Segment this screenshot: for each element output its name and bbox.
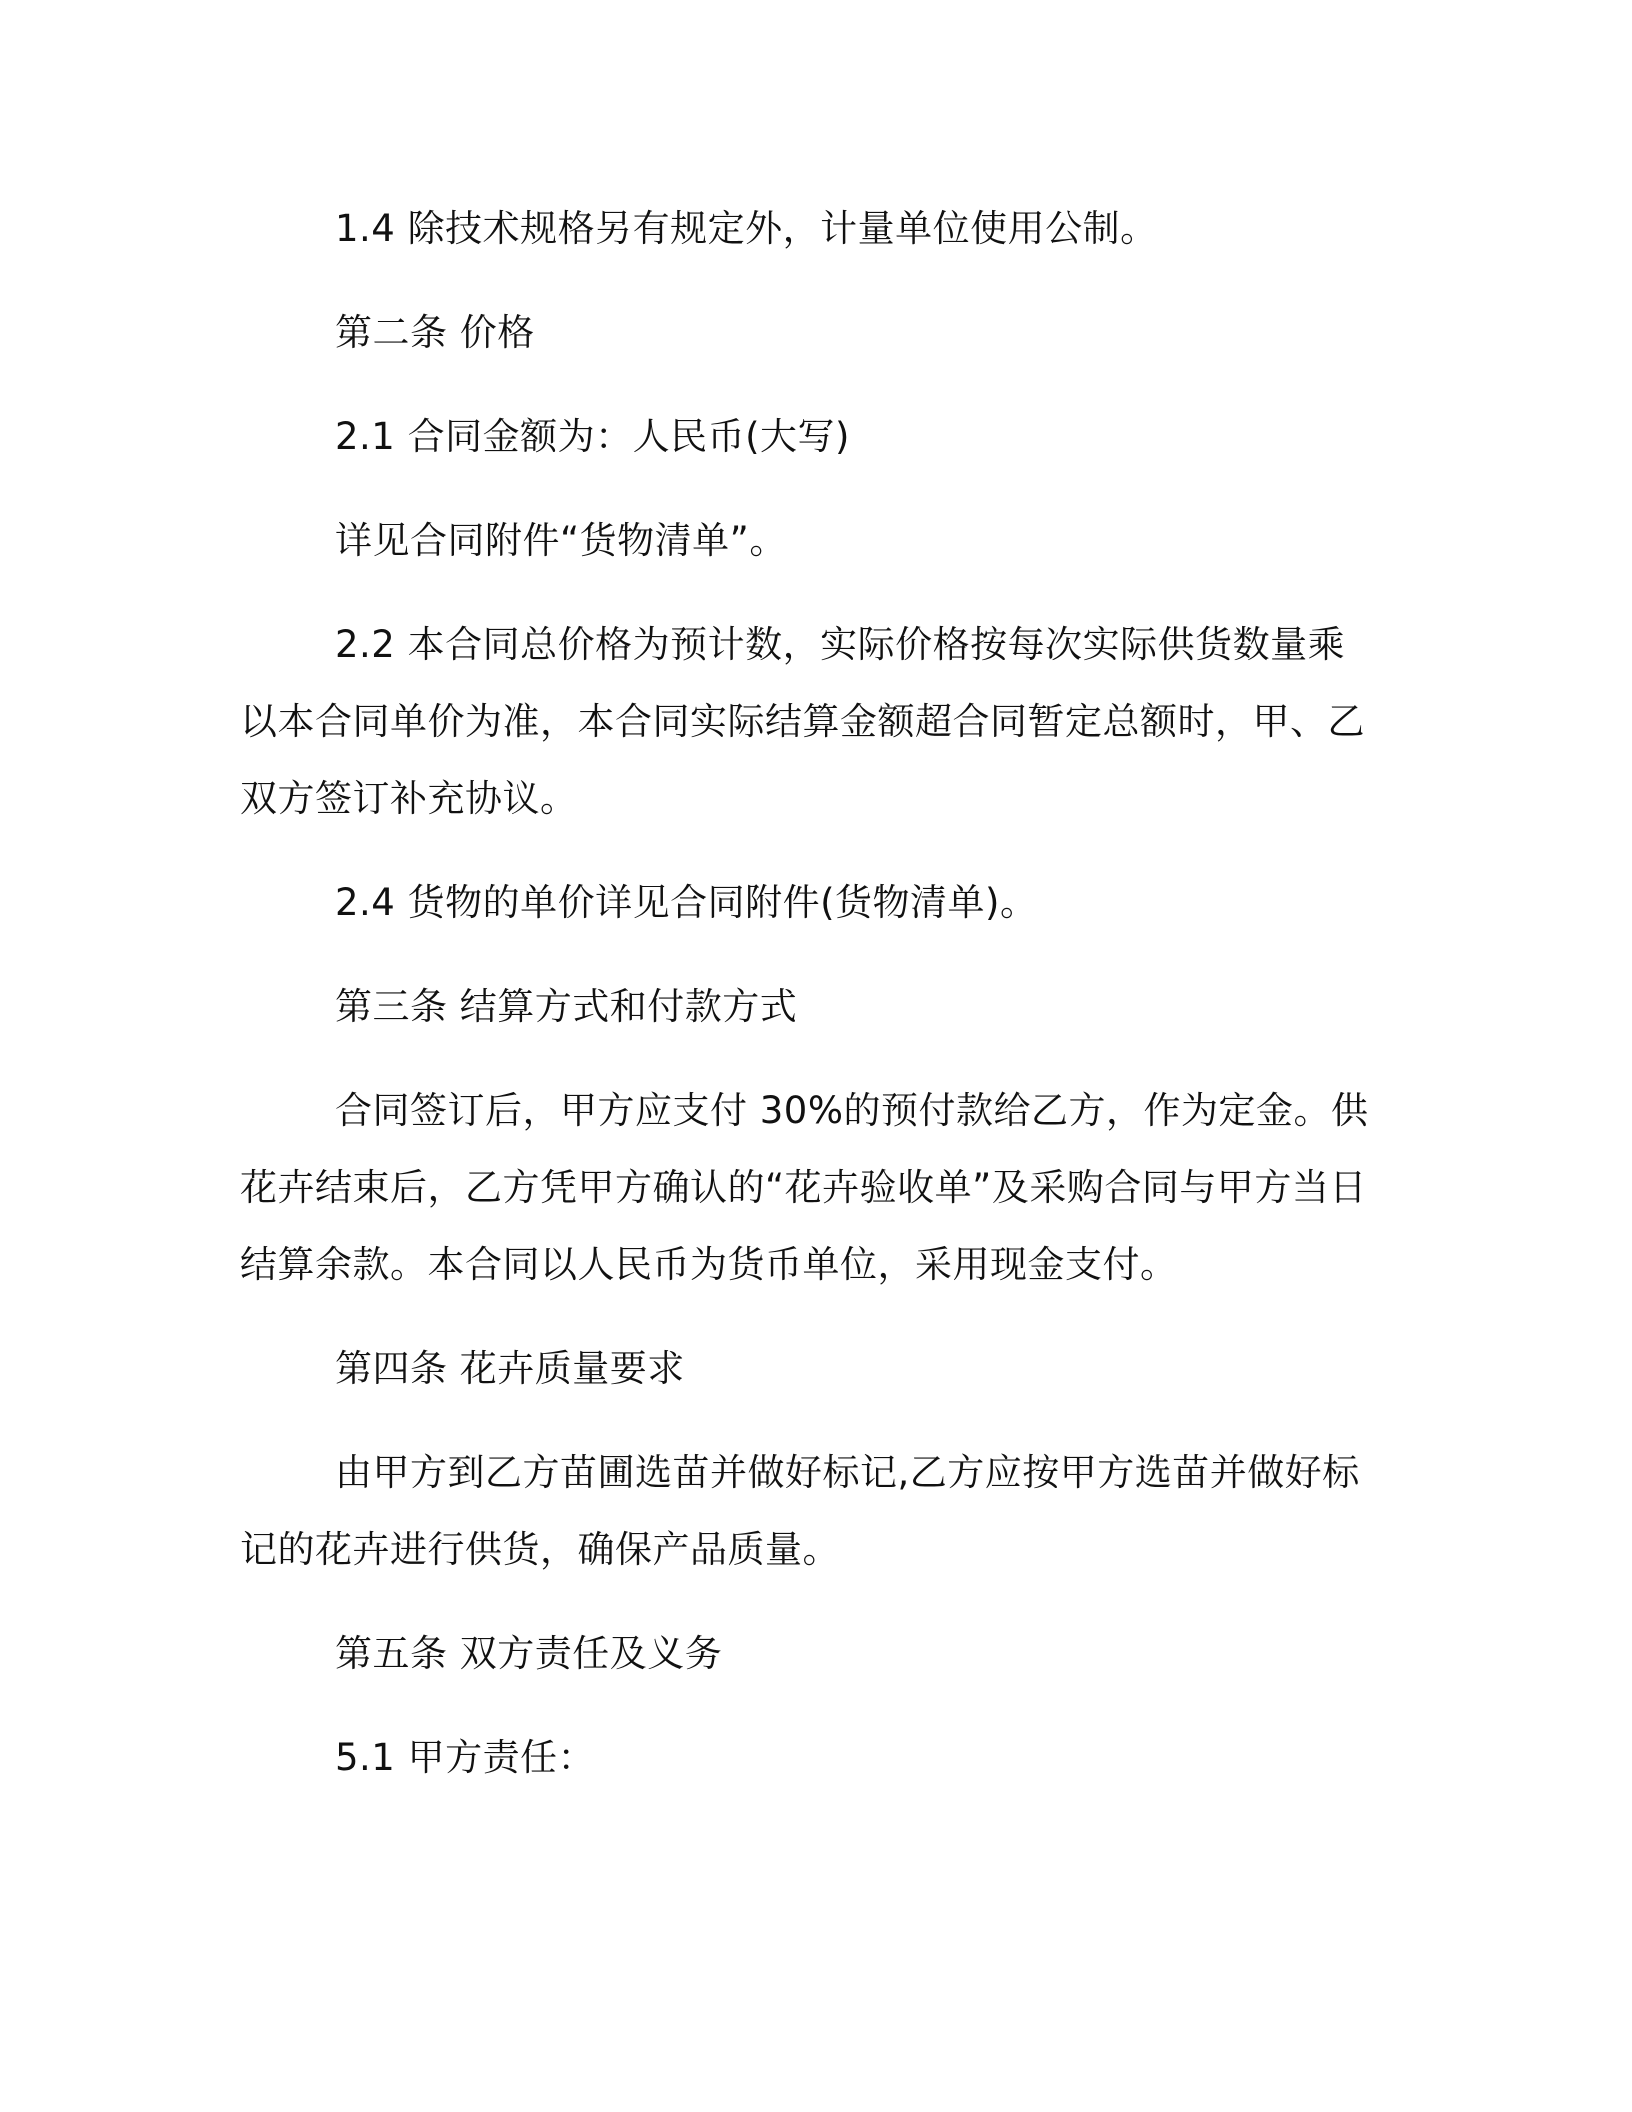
clause-2-1-detail: 详见合同附件“货物清单”。 bbox=[335, 519, 787, 562]
document-body bbox=[240, 190, 1370, 1796]
article-3-heading: 第三条 结算方式和付款方式 bbox=[335, 985, 798, 1028]
article-4-body: 由甲方到乙方苗圃选苗并做好标记,乙方应按甲方选苗并做好标记的花卉进行供货，确保产品质量。 bbox=[240, 1451, 1360, 1571]
clause-2-2: 2.2 本合同总价格为预计数，实际价格按每次实际供货数量乘以本合同单价为准，本合同实际结算金额超合同暂定总额时，甲、乙双方签订补充协议。 bbox=[240, 623, 1365, 820]
clause-5-1: 5.1 甲方责任： bbox=[335, 1736, 596, 1779]
clause-1-4: 1.4 除技术规格另有规定外，计量单位使用公制。 bbox=[335, 207, 1158, 250]
clause-2-4: 2.4 货物的单价详见合同附件(货物清单)。 bbox=[335, 881, 1038, 924]
article-4-heading: 第四条 花卉质量要求 bbox=[335, 1347, 685, 1390]
article-5-heading: 第五条 双方责任及义务 bbox=[335, 1632, 723, 1675]
article-2-heading: 第二条 价格 bbox=[335, 311, 535, 354]
article-3-body: 合同签订后，甲方应支付 30%的预付款给乙方，作为定金。供花卉结束后，乙方凭甲方确认的“花卉验收单”及采购合同与甲方当日结算余款。本合同以人民币为货币单位，采用现金支付。 bbox=[240, 1089, 1369, 1286]
clause-2-1: 2.1 合同金额为：人民币(大写) bbox=[335, 415, 850, 458]
